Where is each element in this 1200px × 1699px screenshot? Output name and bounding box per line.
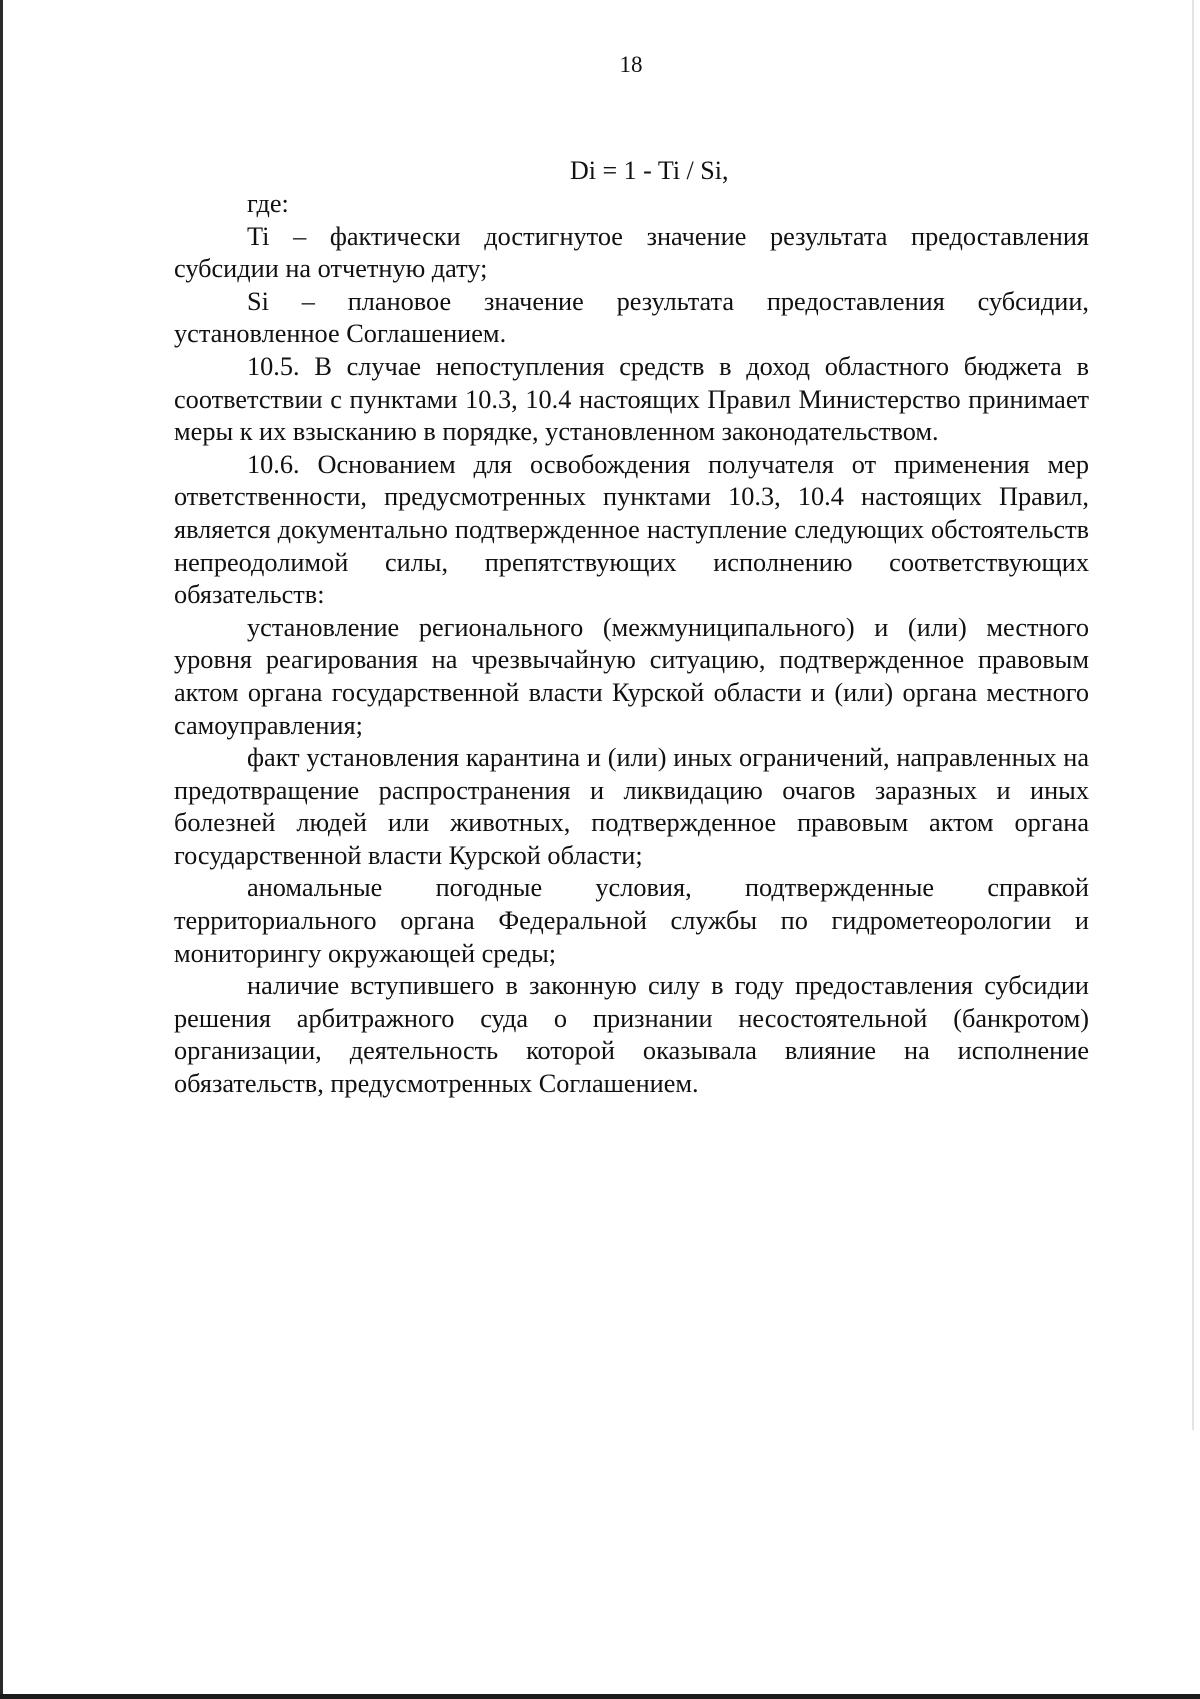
page-number: 18	[619, 52, 643, 77]
paragraph-bankruptcy: наличие вступившего в законную силу в году предоставления субсидии решения арбитражного суда о признании несостоятельной (банкротом) организации, деятельность которой оказывала влияние на исполнение обязательств, предусмотренных Соглашением.	[174, 971, 1089, 1099]
scan-border-bottom	[0, 1694, 1200, 1699]
paragraph-10-5: 10.5. В случае непоступления средств в доход областного бюджета в соответствии с пунктами 10.3, 10.4 настоящих Правил Министерство принимает меры к их взысканию в порядке, установленном законодательством.	[174, 351, 1089, 447]
paragraph-where: где:	[247, 189, 289, 218]
paragraph-weather: аномальные погодные условия, подтвержденные справкой территориального органа Федеральной службы по гидрометеорологии и мониторингу окружающей среды;	[174, 873, 1089, 968]
scan-border-right	[1192, 0, 1194, 1430]
paragraph-emergency-response: установление регионального (межмуниципального) и (или) местного уровня реагирования на чрезвычайную ситуацию, подтвержденное правовым актом органа государственной власти Курской области и (или) органа местного самоуправления;	[174, 612, 1089, 740]
paragraph-si-definition: Si – плановое значение результата предоставления субсидии, установленное Соглашением.	[174, 286, 1089, 349]
paragraph-ti-definition: Ti – фактически достигнутое значение результата предоставления субсидии на отчетную дату;	[174, 221, 1089, 284]
formula: Di = 1 - Ti / Si,	[570, 156, 729, 185]
paragraph-quarantine: факт установления карантина и (или) иных ограничений, направленных на предотвращение распространения и ликвидацию очагов заразных и иных болезней людей или животных, подтвержденное правовым актом органа государственной власти Курской области;	[174, 743, 1089, 870]
scan-border-left	[0, 0, 3, 1699]
paragraph-10-6: 10.6. Основанием для освобождения получателя от применения мер ответственности, предусмотренных пунктами 10.3, 10.4 настоящих Правил, является документально подтвержденное наступление следующих обстоятельств непреодолимой силы, препятствующих исполнению соответствующих обязательств:	[174, 449, 1089, 610]
document-body	[174, 188, 1089, 1101]
